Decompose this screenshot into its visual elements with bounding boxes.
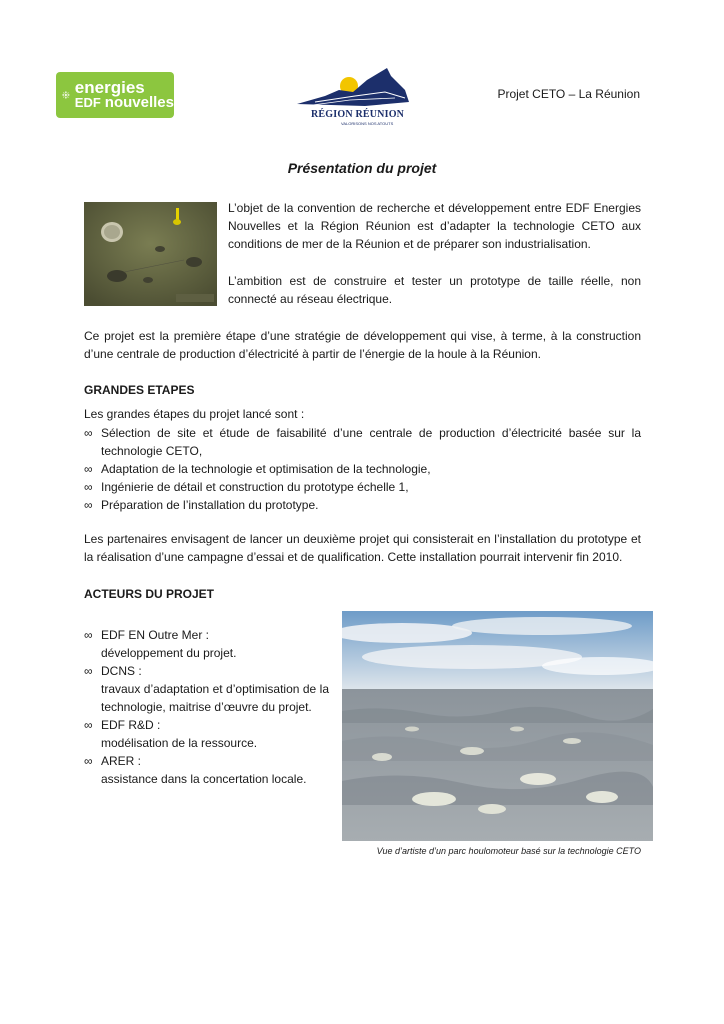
list-item: ∞ ARER : assistance dans la concertation locale. — [84, 754, 307, 786]
infinity-bullet-icon: ∞ — [84, 718, 93, 732]
image-caption: Vue d’artiste d’un parc houlomoteur basé sur la technologie CETO — [376, 846, 641, 856]
acteurs-list — [84, 626, 329, 788]
strategy-paragraph: Ce projet est la première étape d’une stratégie de développement qui vise, à terme, à la construction d’une centrale de production d’électricité à partir de l’énergie de la houle à la Réunion. — [84, 329, 641, 361]
list-item: ∞ DCNS : travaux d’adaptation et d’optimisation de la technologie, maitrise d’œuvre du projet. — [84, 664, 329, 714]
region-logo-slogan: VALORISONS NOS ATOUTS — [341, 121, 394, 126]
region-logo-name: RÉGION RÉUNION — [311, 109, 405, 120]
infinity-bullet-icon: ∞ — [84, 498, 93, 512]
logo-word-energies: energies — [74, 78, 145, 97]
grandes-etapes-list — [84, 424, 641, 514]
infinity-bullet-icon: ∞ — [84, 462, 93, 476]
wave-farm-artist-view-image — [342, 611, 653, 841]
infinity-bullet-icon: ∞ — [84, 664, 93, 678]
list-item: ∞ Ingénierie de détail et construction du prototype échelle 1, — [84, 480, 409, 494]
region-reunion-logo — [295, 66, 413, 128]
partners-paragraph: Les partenaires envisagent de lancer un deuxième projet qui consisterait en l’installation du prototype et la réalisation d’une campagne d’essai et de qualification. Cette installation pourrait intervenir fin 2010. — [84, 532, 641, 564]
acteurs-heading: ACTEURS DU PROJET — [84, 587, 215, 601]
intro-paragraph-1: L’objet de la convention de recherche et développement entre EDF Energies Nouvelles et la Région Réunion est d’adapter la technologie CETO aux conditions de mer de la Réunion et de préparer son industrialisation. — [228, 201, 641, 251]
list-item: ∞ EDF EN Outre Mer : développement du projet. — [84, 628, 237, 660]
logo-word-nouvelles: nouvelles — [104, 94, 174, 111]
list-item: ∞ Préparation de l’installation du prototype. — [84, 498, 319, 512]
infinity-bullet-icon: ∞ — [84, 480, 93, 494]
list-item: ∞ Sélection de site et étude de faisabilité d’une centrale de production d’électricité basée sur la technologie CETO, — [84, 426, 641, 458]
infinity-bullet-icon: ∞ — [84, 426, 93, 440]
intro-paragraph-2: L’ambition est de construire et tester un prototype de taille réelle, non connecté au réseau électrique. — [228, 274, 641, 306]
page-title: Présentation du projet — [287, 160, 437, 176]
list-item: ∞ EDF R&D : modélisation de la ressource. — [84, 718, 258, 750]
edf-energies-nouvelles-logo — [56, 72, 174, 118]
infinity-bullet-icon: ∞ — [84, 628, 93, 642]
ceto-seabed-render-image — [84, 202, 217, 306]
infinity-bullet-icon: ∞ — [84, 754, 93, 768]
list-item: ∞ Adaptation de la technologie et optimisation de la technologie, — [84, 462, 431, 476]
logo-word-edf: EDF — [74, 95, 101, 110]
region-mountain-icon — [295, 66, 413, 110]
header-project-title: Projet CETO – La Réunion — [497, 87, 640, 101]
grandes-etapes-heading: GRANDES ETAPES — [84, 383, 195, 397]
grandes-etapes-lead: Les grandes étapes du projet lancé sont : — [84, 407, 305, 421]
edf-swirl-icon — [61, 81, 71, 109]
